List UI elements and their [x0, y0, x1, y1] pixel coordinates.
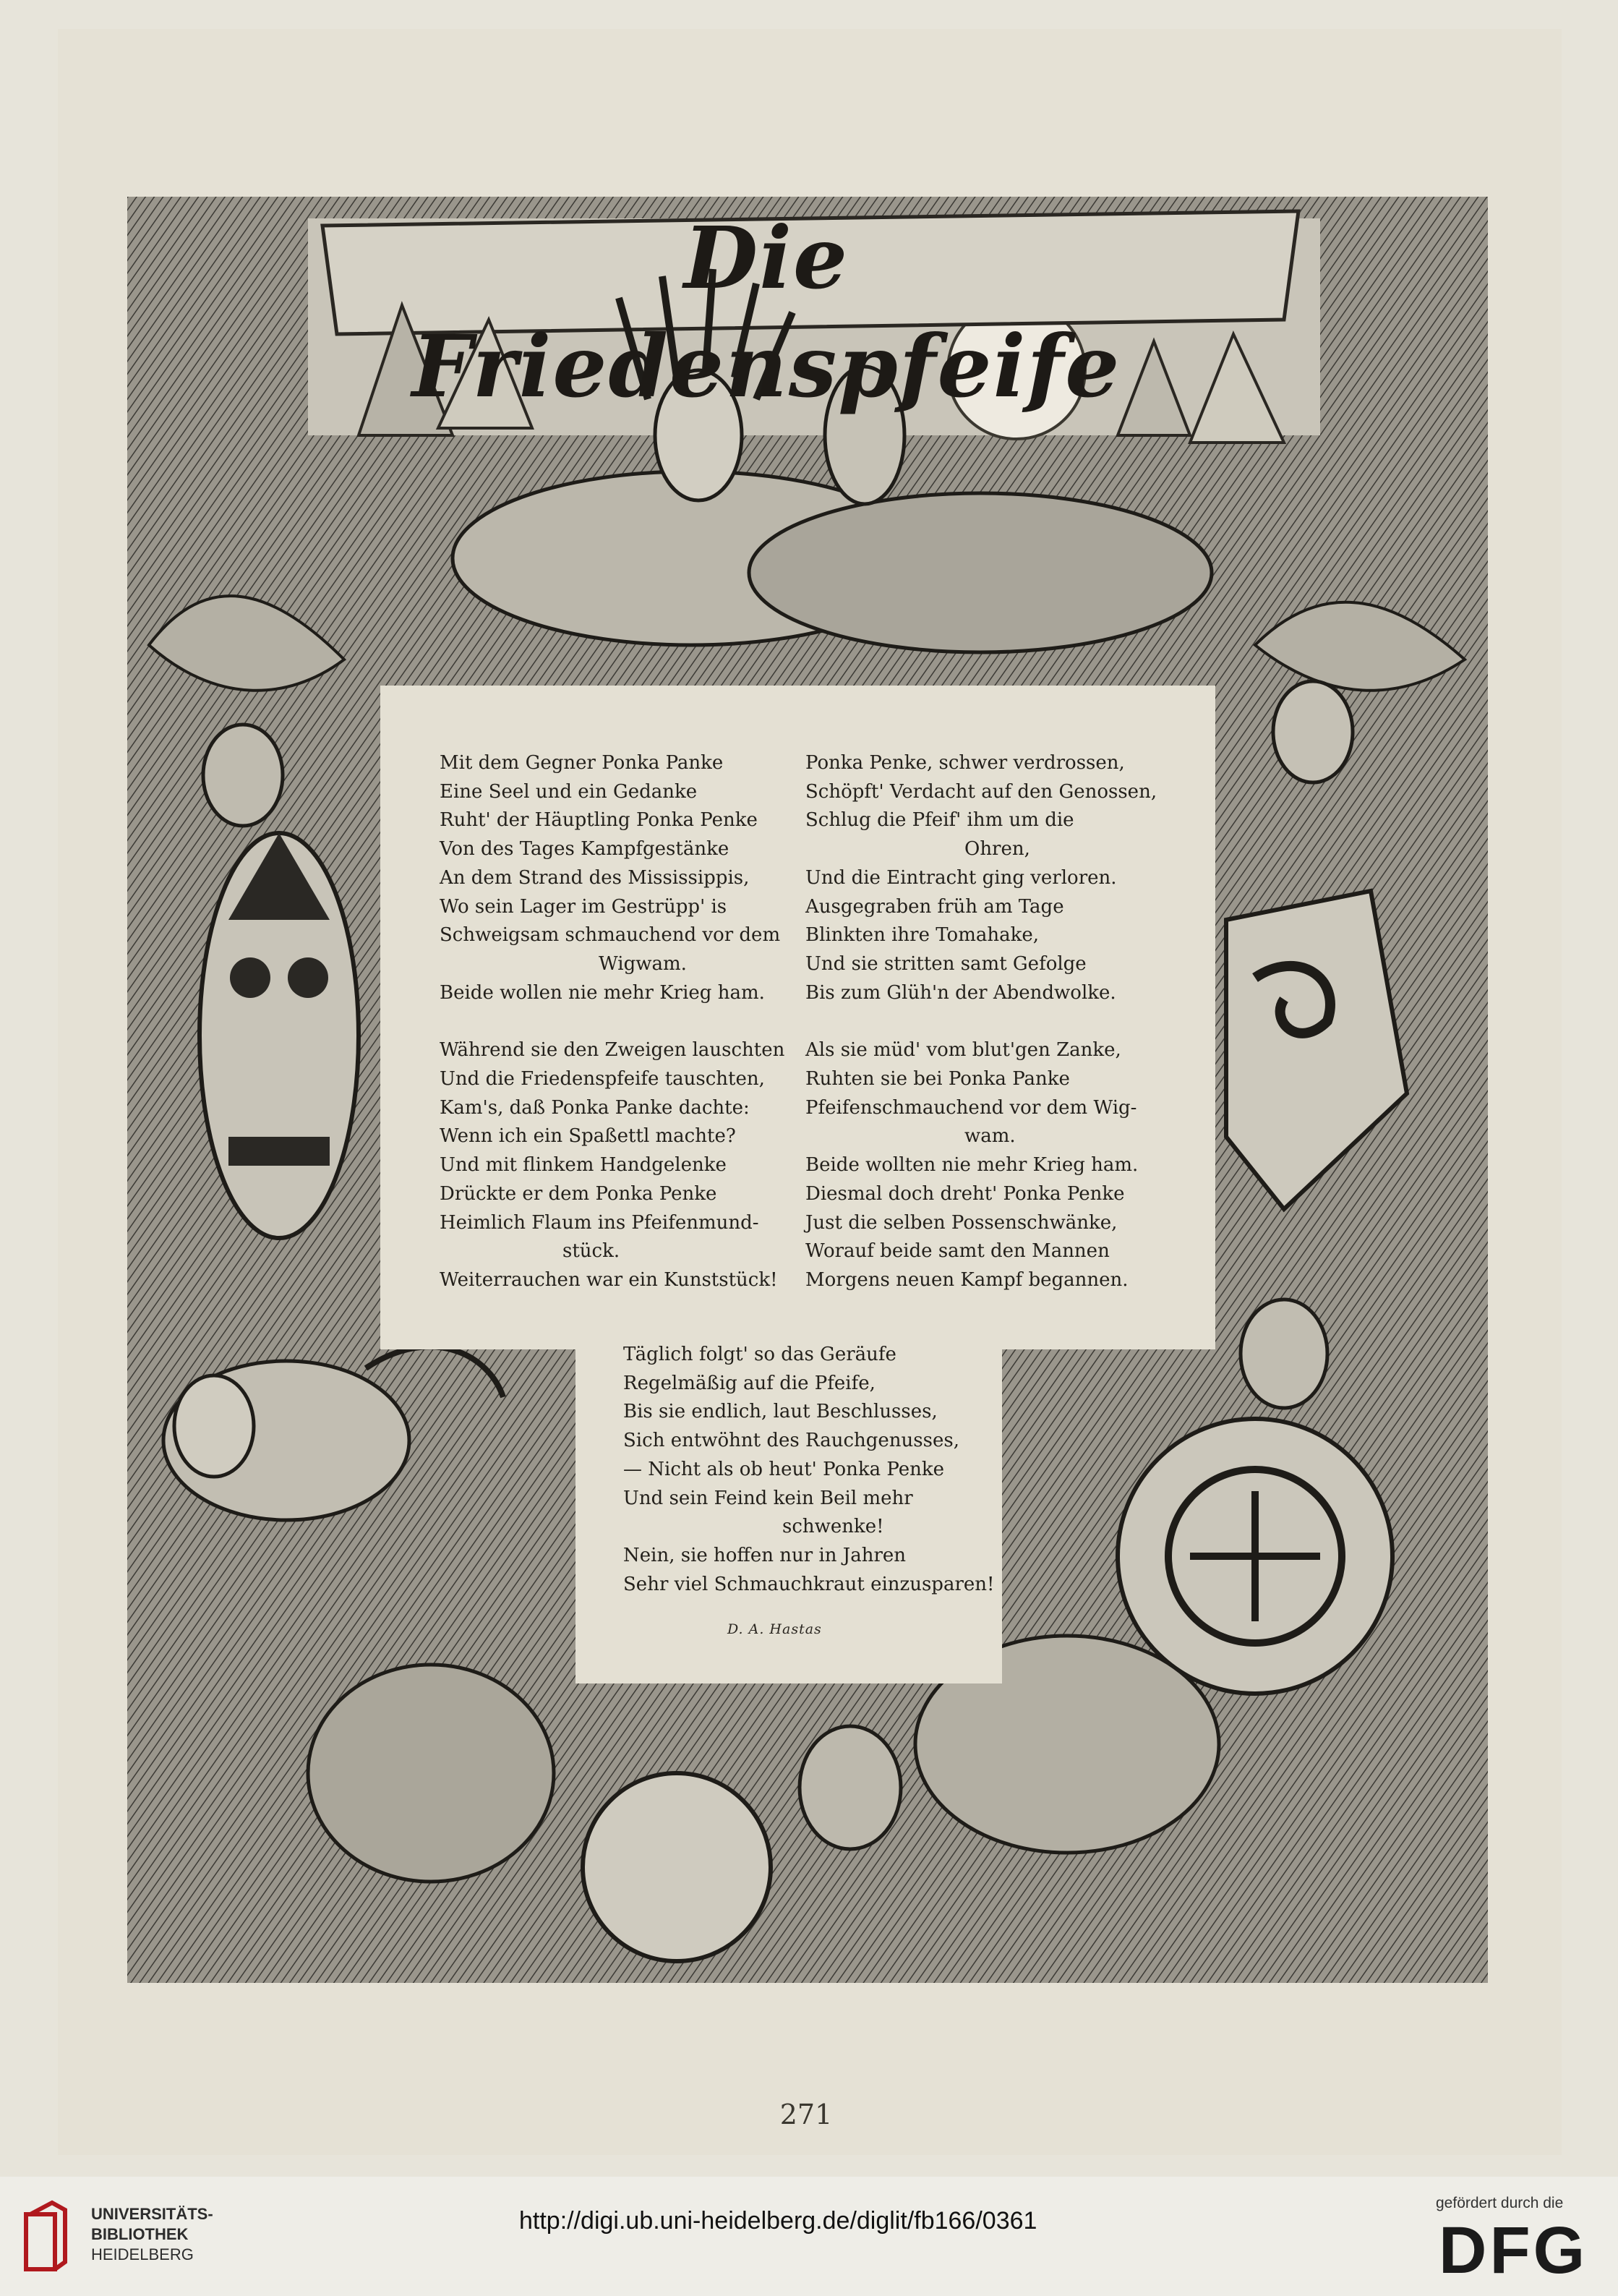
funding-caption: gefördert durch die — [1436, 2195, 1564, 2211]
poem-line: stück. — [562, 1240, 620, 1263]
poem-line: — Nicht als ob heut' Ponka Penke — [623, 1458, 945, 1480]
poem-line: Als sie müd' vom blut'gen Zanke, — [805, 1039, 1121, 1062]
poem-line: wam. — [964, 1125, 1016, 1148]
university-library-logo-icon — [23, 2200, 68, 2272]
poem-line: An dem Strand des Mississippis, — [440, 866, 750, 889]
library-name-line: UNIVERSITÄTS- — [91, 2205, 213, 2223]
poem-line: Während sie den Zweigen lauschten — [440, 1039, 785, 1062]
poem-line: Ausgegraben früh am Tage — [805, 895, 1064, 918]
poem-line: Und sein Feind kein Beil mehr — [623, 1487, 913, 1509]
permalink-url[interactable]: http://digi.ub.uni-heidelberg.de/diglit/fb166/0361 — [519, 2207, 1037, 2235]
poem-column-right — [805, 749, 1157, 1295]
poem-line: Mit dem Gegner Ponka Panke — [440, 752, 724, 774]
poem-line: Drückte er dem Ponka Penke — [440, 1182, 717, 1205]
poem-line: Heimlich Flaum ins Pfeifenmund- — [440, 1211, 759, 1234]
poem-line: Ponka Penke, schwer verdrossen, — [805, 752, 1125, 774]
poem-line: schwenke! — [782, 1516, 884, 1538]
poem-line: Morgens neuen Kampf begannen. — [805, 1268, 1129, 1291]
poem-line: Worauf beide samt den Mannen — [805, 1240, 1110, 1263]
poem-line: Pfeifenschmauchend vor dem Wig- — [805, 1096, 1137, 1119]
poem-line: Von des Tages Kampfgestänke — [440, 838, 729, 861]
poem-line: Beide wollen nie mehr Krieg ham. — [440, 981, 765, 1004]
poem-line: Schlug die Pfeif' ihm um die — [805, 809, 1074, 832]
poem-line: Bis zum Glüh'n der Abendwolke. — [805, 981, 1116, 1004]
poem-line: Regelmäßig auf die Pfeife, — [623, 1372, 876, 1394]
poem-line: Just die selben Possenschwänke, — [805, 1211, 1118, 1234]
poem-author: D. A. Hastas — [727, 1621, 822, 1637]
poem-line: Ruht' der Häuptling Ponka Penke — [440, 809, 758, 832]
poem-line: Sehr viel Schmauchkraut einzusparen! — [623, 1573, 995, 1595]
poem-line: Täglich folgt' so das Geräufe — [623, 1344, 896, 1365]
poem-line: Wigwam. — [599, 952, 687, 975]
university-library-name — [91, 2204, 213, 2265]
poem-line: Eine Seel und ein Gedanke — [440, 780, 698, 803]
poem-line: Weiterrauchen war ein Kunststück! — [440, 1268, 778, 1291]
poem-line: Wenn ich ein Spaßettl machte? — [440, 1125, 736, 1148]
poem-line: Schweigsam schmauchend vor dem — [440, 924, 781, 947]
poem-line: Und sie stritten samt Gefolge — [805, 952, 1087, 975]
poem-line: Bis sie endlich, laut Beschlusses, — [623, 1401, 938, 1423]
page-number: 271 — [779, 2099, 833, 2130]
library-name-line: HEIDELBERG — [91, 2245, 194, 2263]
poem-line: Ruhten sie bei Ponka Panke — [805, 1068, 1070, 1091]
poem-line: Schöpft' Verdacht auf den Genossen, — [805, 780, 1157, 803]
poem-line: Und die Friedenspfeife tauschten, — [440, 1068, 765, 1091]
poem-final-stanza — [623, 1341, 994, 1599]
stanza-gap — [440, 1007, 784, 1036]
poem-line: Wo sein Lager im Gestrüpp' is — [440, 895, 727, 918]
poem-line: Sich entwöhnt des Rauchgenusses, — [623, 1430, 959, 1452]
poem-title: Die Friedenspfeife — [411, 208, 1121, 417]
poem-line: Beide wollten nie mehr Krieg ham. — [805, 1154, 1139, 1177]
poem-line: Blinkten ihre Tomahake, — [805, 924, 1040, 947]
poem-line: Ohren, — [964, 838, 1030, 861]
stanza-gap — [805, 1007, 1157, 1036]
dfg-logo: DFG — [1439, 2214, 1588, 2287]
poem-line: Und mit flinkem Handgelenke — [440, 1154, 727, 1177]
library-name-line: BIBLIOTHEK — [91, 2225, 189, 2243]
viewer-footer — [0, 2177, 1618, 2296]
poem-column-left — [440, 749, 784, 1295]
poem-line: Nein, sie hoffen nur in Jahren — [623, 1544, 907, 1566]
poem-line: Kam's, daß Ponka Panke dachte: — [440, 1096, 750, 1119]
poem-line: Und die Eintracht ging verloren. — [805, 866, 1117, 889]
poem-line: Diesmal doch dreht' Ponka Penke — [805, 1182, 1125, 1205]
